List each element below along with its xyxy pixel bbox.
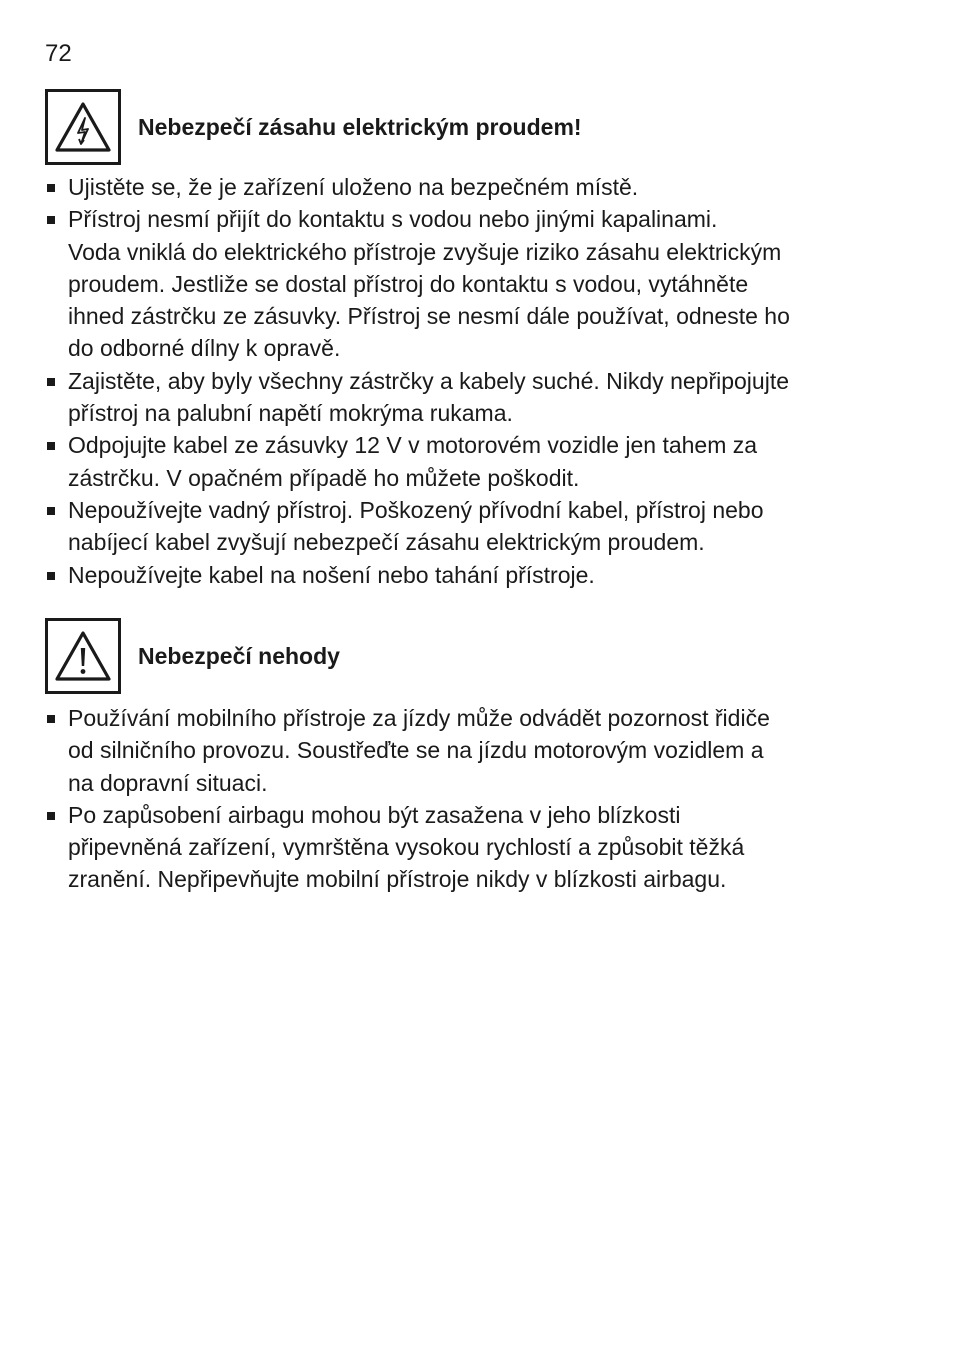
warning-triangle-icon: [45, 618, 121, 694]
list-item: [45, 429, 875, 494]
list-item: [45, 171, 875, 203]
bullet-list: [45, 702, 875, 896]
section-title: Nebezpečí zásahu elektrickým proudem!: [138, 114, 582, 140]
accident-hazard-section: [45, 618, 875, 896]
list-item-line: nabíjecí kabel zvyšují nebezpečí zásahu elektrickým proudem.: [68, 529, 705, 556]
bullet-list: [45, 171, 875, 591]
page-number: 72: [45, 40, 72, 67]
list-item: [45, 702, 875, 799]
list-item-line: Nepoužívejte kabel na nošení nebo tahání přístroje.: [68, 561, 595, 588]
list-item-line: od silničního provozu. Soustřeďte se na jízdu motorovým vozidlem a: [68, 737, 764, 764]
list-item-line: Po zapůsobení airbagu mohou být zasažena v jeho blízkosti: [68, 801, 681, 828]
electric-hazard-section: [45, 89, 875, 591]
list-item: [45, 494, 875, 559]
list-item-line: Používání mobilního přístroje za jízdy může odvádět pozornost řidiče: [68, 705, 770, 731]
list-item: [45, 559, 875, 591]
list-item: [45, 799, 875, 896]
list-item-line: zástrčku. V opačném případě ho můžete poškodit.: [68, 464, 580, 491]
section-header: [45, 89, 875, 165]
list-item-line: Ujistěte se, že je zařízení uloženo na bezpečném místě.: [68, 174, 639, 200]
list-item: [45, 365, 875, 430]
list-item-line: proudem. Jestliže se dostal přístroj do kontaktu s vodou, vytáhněte: [68, 270, 749, 297]
list-item-line: Přístroj nesmí přijít do kontaktu s vodou nebo jinými kapalinami.: [68, 206, 718, 233]
list-item-line: zranění. Nepřipevňujte mobilní přístroje nikdy v blízkosti airbagu.: [68, 866, 727, 893]
list-item-line: přístroj na palubní napětí mokrýma rukama.: [68, 400, 513, 427]
list-item-line: Voda vniklá do elektrického přístroje zvyšuje riziko zásahu elektrickým: [68, 238, 782, 265]
section-title: Nebezpečí nehody: [138, 643, 340, 669]
electric-hazard-icon: [45, 89, 121, 165]
list-item-line: ihned zástrčku ze zásuvky. Přístroj se nesmí dále používat, odneste ho: [68, 303, 790, 330]
list-item-line: Odpojujte kabel ze zásuvky 12 V v motorovém vozidle jen tahem za: [68, 432, 758, 459]
section-header: [45, 618, 875, 694]
list-item-line: na dopravní situaci.: [68, 769, 268, 796]
list-item-line: do odborné dílny k opravě.: [68, 335, 341, 362]
list-item: [45, 203, 875, 364]
list-item-line: Nepoužívejte vadný přístroj. Poškozený přívodní kabel, přístroj nebo: [68, 496, 764, 523]
list-item-line: Zajistěte, aby byly všechny zástrčky a kabely suché. Nikdy nepřipojujte: [68, 367, 789, 394]
list-item-line: připevněná zařízení, vymrštěna vysokou rychlostí a způsobit těžká: [68, 834, 745, 861]
